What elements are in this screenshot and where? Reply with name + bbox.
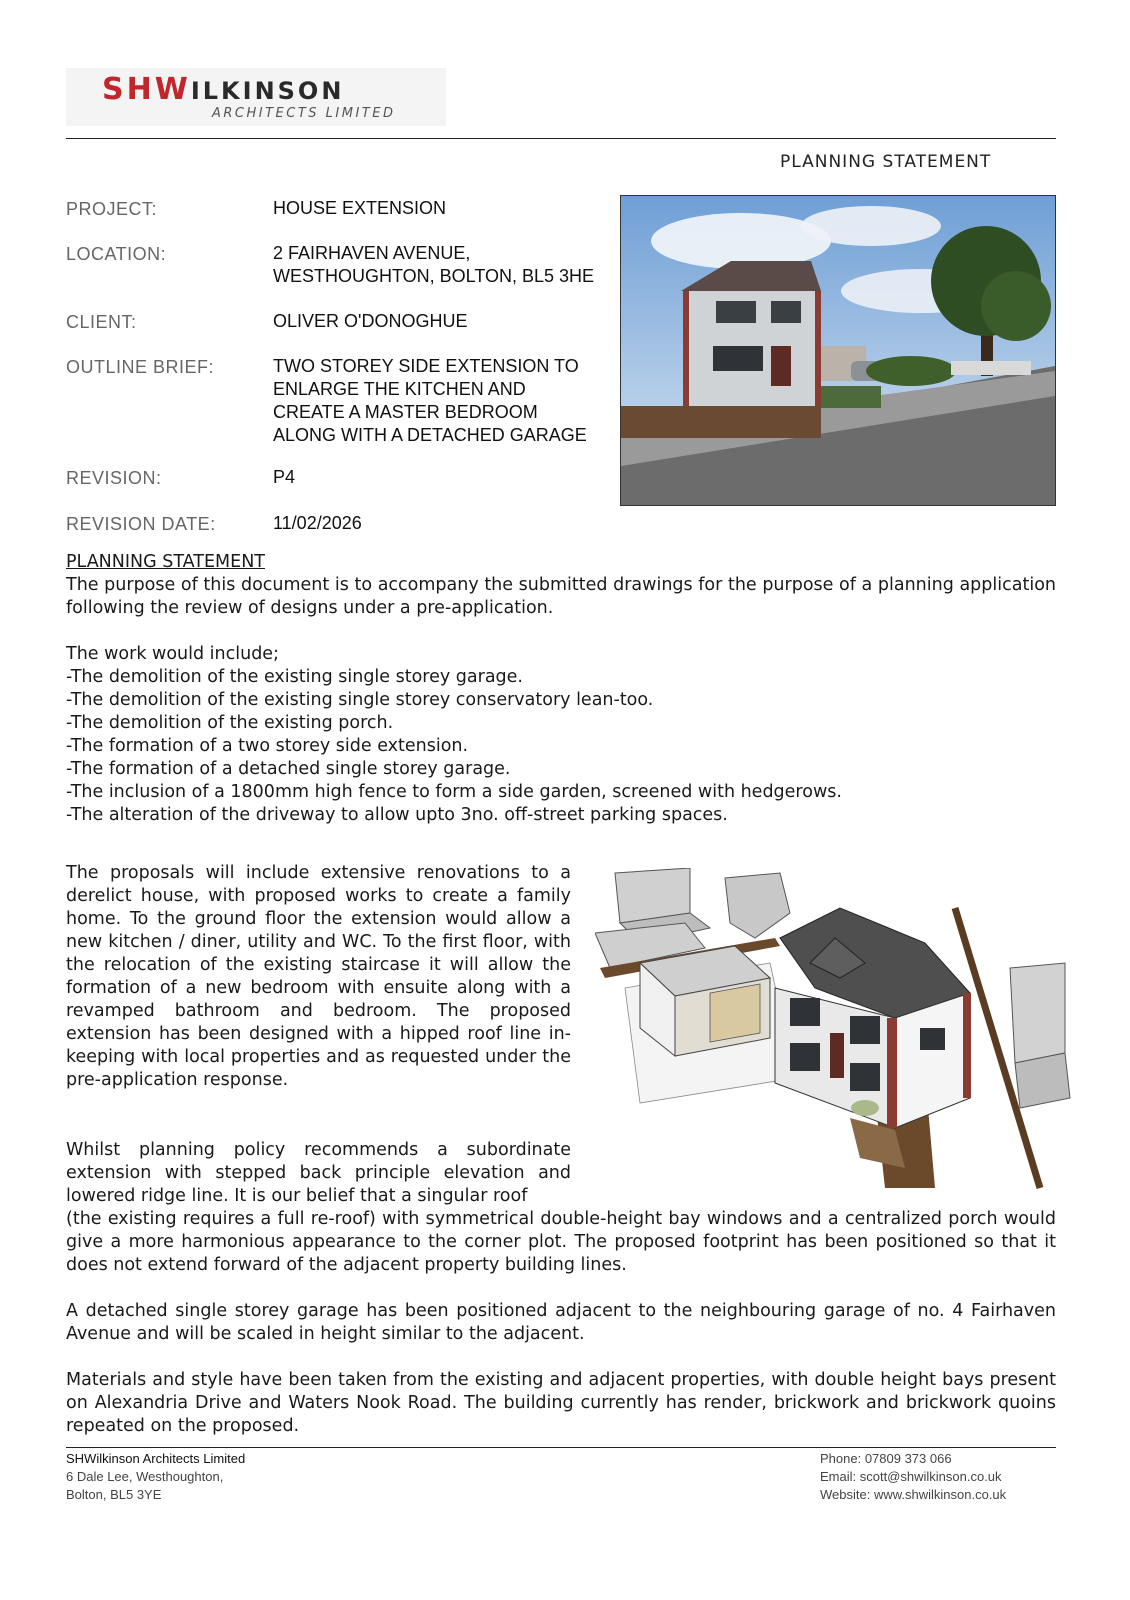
revision-value: P4: [273, 467, 296, 487]
house-photo-illustration: [621, 196, 1055, 505]
revision-date-label: REVISION DATE:: [66, 514, 216, 534]
list-item: -The inclusion of a 1800mm high fence to form a side garden, screened with hedgerows.: [66, 782, 842, 802]
proposal-3d-render: [595, 868, 1095, 1193]
list-item: -The alteration of the driveway to allow upto 3no. off-street parking spaces.: [66, 805, 728, 825]
footer-address-line-2: Bolton, BL5 3YE: [66, 1487, 162, 1502]
footer-phone: Phone: 07809 373 066: [820, 1451, 952, 1466]
logo-name-red: SHW: [102, 72, 191, 107]
company-logo: [66, 68, 446, 126]
brief-line-2: ENLARGE THE KITCHEN AND: [273, 379, 526, 399]
header-rule: [66, 138, 1056, 139]
list-item: -The formation of a detached single storey garage.: [66, 759, 511, 779]
statement-heading: PLANNING STATEMENT: [66, 552, 265, 572]
location-line-1: 2 FAIRHAVEN AVENUE,: [273, 243, 471, 263]
brief-value: [273, 355, 587, 447]
logo-wordmark: [102, 72, 344, 107]
footer-contact: [820, 1450, 1006, 1504]
proposal-render-illustration: [595, 868, 1095, 1193]
statement-intro: The purpose of this document is to accompany the submitted drawings for the purpose of a planning application following the review of designs under a pre-application.: [66, 575, 1056, 618]
brief-line-3: CREATE A MASTER BEDROOM: [273, 402, 538, 422]
statement-section: [66, 551, 1056, 827]
materials-paragraph: Materials and style have been taken from the existing and adjacent properties, with double height bays present on Alexandria Drive and Waters Nook Road. The building currently has render, brickwork and brickwork quoins repeated on the proposed.: [66, 1370, 1056, 1436]
brief-line-1: TWO STOREY SIDE EXTENSION TO: [273, 356, 579, 376]
project-label: PROJECT:: [66, 199, 158, 219]
footer-address: [66, 1450, 245, 1504]
location-value: [273, 242, 594, 288]
brief-label: OUTLINE BRIEF:: [66, 357, 215, 377]
revision-label: REVISION:: [66, 468, 162, 488]
proposals-paragraph: The proposals will include extensive renovations to a derelict house, with proposed works to create a family home. To the ground floor the extension would allow a new kitchen / diner, utility and WC. To the first floor, with the relocation of the existing staircase it will allow the formation of a new bedroom with ensuite along with a revamped bathroom and bedroom. The proposed extension has been designed with a hipped roof line in-keeping with local properties and as requested under the pre-application response.: [66, 863, 571, 1090]
list-item: -The formation of a two storey side extension.: [66, 736, 469, 756]
client-value: OLIVER O'DONOGHUE: [273, 311, 468, 331]
footer-website[interactable]: Website: www.shwilkinson.co.uk: [820, 1487, 1007, 1502]
list-item: -The demolition of the existing single storey conservatory lean-too.: [66, 690, 654, 710]
client-label: CLIENT:: [66, 312, 137, 332]
work-list: [66, 666, 1056, 827]
policy-paragraph-start: Whilst planning policy recommends a subordinate extension with stepped back principle elevation and lowered ridge line. It is our belief that a singular roof: [66, 1140, 571, 1206]
list-item: -The demolition of the existing single storey garage.: [66, 667, 523, 687]
garage-paragraph: A detached single storey garage has been positioned adjacent to the neighbouring garage of no. 4 Fairhaven Avenue and will be scaled in height similar to the adjacent.: [66, 1301, 1056, 1344]
footer-rule: [66, 1447, 1056, 1448]
location-label: LOCATION:: [66, 244, 167, 264]
footer-company: SHWilkinson Architects Limited: [66, 1451, 246, 1466]
document-title: PLANNING STATEMENT: [780, 152, 992, 172]
logo-subtitle: ARCHITECTS LIMITED: [212, 106, 396, 121]
existing-house-photo: [620, 195, 1056, 506]
list-item: -The demolition of the existing porch.: [66, 713, 394, 733]
revision-date-value: 11/02/2026: [273, 513, 362, 533]
location-line-2: WESTHOUGHTON, BOLTON, BL5 3HE: [273, 266, 595, 286]
footer-email[interactable]: Email: scott@shwilkinson.co.uk: [820, 1469, 1002, 1484]
policy-paragraph-end: (the existing requires a full re-roof) with symmetrical double-height bay windows and a centralized porch would give a more harmonious appearance to the corner plot. The proposed footprint has been positioned so that it does not extend forward of the adjacent property building lines.: [66, 1209, 1056, 1275]
work-intro: The work would include;: [66, 644, 279, 664]
brief-line-4: ALONG WITH A DETACHED GARAGE: [273, 425, 587, 445]
logo-name-dark: ILKINSON: [190, 77, 345, 105]
project-value: HOUSE EXTENSION: [273, 198, 447, 218]
footer-address-line-1: 6 Dale Lee, Westhoughton,: [66, 1469, 224, 1484]
